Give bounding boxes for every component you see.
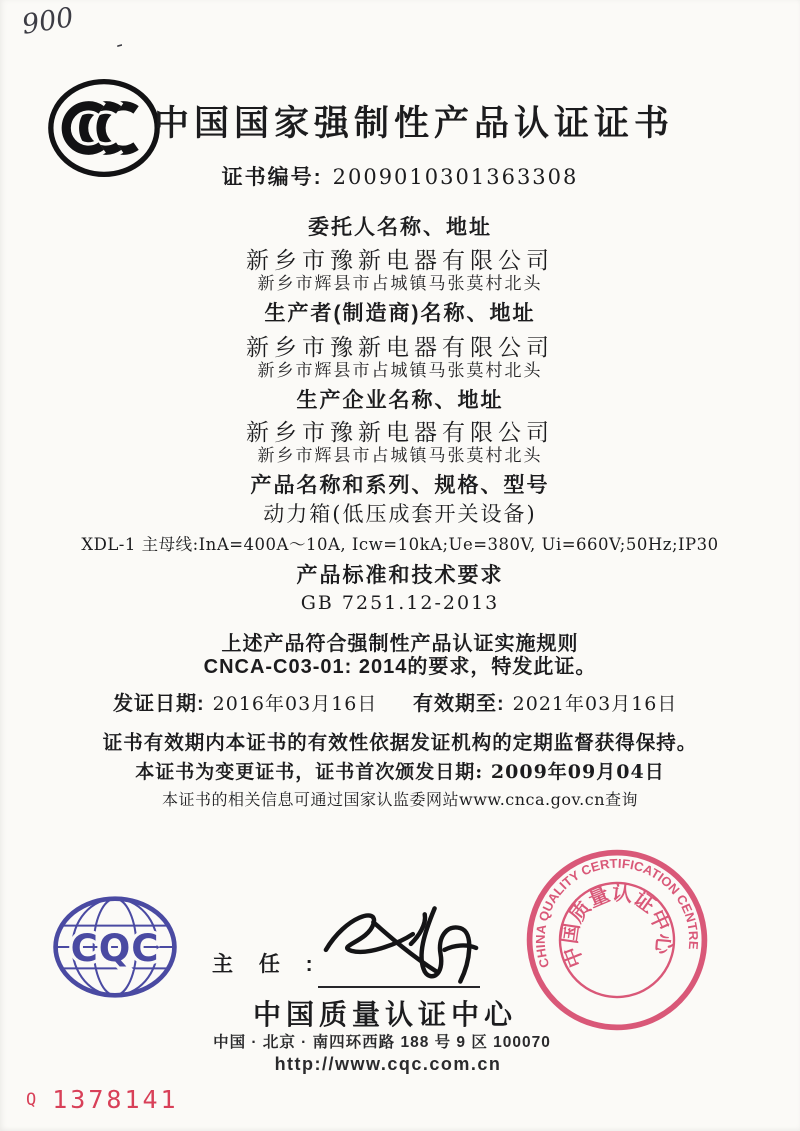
statement-line-1: 上述产品符合强制性产品认证实施规则 bbox=[221, 633, 579, 655]
certificate-number-value: 2009010301363308 bbox=[332, 165, 579, 189]
applicant-address: 新乡市辉县市占城镇马张莫村北头 bbox=[257, 274, 543, 294]
svg-text:CHINA QUALITY CERTIFICATION CE bbox=[524, 847, 703, 970]
standard-value: GB 7251.12-2013 bbox=[300, 592, 500, 614]
expiry-date-label: 有效期至: bbox=[413, 693, 505, 715]
certificate-number bbox=[0, 161, 800, 191]
manufacturer-address: 新乡市辉县市占城镇马张莫村北头 bbox=[257, 361, 543, 381]
serial-number bbox=[26, 1085, 179, 1114]
dates-row bbox=[0, 687, 800, 715]
director-label: 主 任 : bbox=[212, 953, 323, 976]
standard-heading: 产品标准和技术要求 bbox=[296, 564, 504, 587]
director-signature bbox=[318, 890, 486, 990]
handwritten-dash: - bbox=[113, 33, 126, 57]
validity-note: 证书有效期内本证书的有效性依据发证机构的定期监督获得保持。 bbox=[102, 732, 698, 754]
cqc-logo-text: CQC bbox=[70, 926, 160, 970]
issue-date-label: 发证日期: bbox=[113, 693, 205, 715]
seal-outer-text: CHINA QUALITY CERTIFICATION CENTRE bbox=[532, 855, 702, 970]
change-note: 本证书为变更证书，证书首次颁发日期: 2009年09月04日 bbox=[135, 761, 665, 783]
certificate-title: 中国国家强制性产品认证证书 bbox=[153, 104, 674, 143]
seal-inner-text: 中国质量认证中心 bbox=[558, 881, 676, 971]
manufacturer-heading: 生产者(制造商)名称、地址 bbox=[264, 302, 536, 325]
applicant-name: 新乡市豫新电器有限公司 bbox=[246, 248, 554, 274]
product-name: 动力箱(低压成套开关设备) bbox=[263, 502, 537, 526]
product-spec: XDL-1 主母线:InA=400A～10A, Icw=10kA;Ue=380V, Ui=660V;50Hz;IP30 bbox=[81, 535, 719, 554]
handwritten-note: 900 bbox=[19, 2, 76, 41]
factory-address: 新乡市辉县市占城镇马张莫村北头 bbox=[257, 446, 543, 466]
org-name: 中国质量认证中心 bbox=[252, 999, 517, 1030]
manufacturer-name: 新乡市豫新电器有限公司 bbox=[246, 335, 554, 361]
product-heading: 产品名称和系列、规格、型号 bbox=[250, 474, 550, 497]
factory-name: 新乡市豫新电器有限公司 bbox=[246, 420, 554, 446]
issue-date bbox=[113, 687, 377, 716]
org-website: http://www.cqc.com.cn bbox=[274, 1054, 502, 1074]
org-address: 中国 · 北京 · 南四环西路 188 号 9 区 100070 bbox=[213, 1034, 551, 1051]
statement-line-2: CNCA-C03-01: 2014的要求，特发此证。 bbox=[203, 656, 597, 678]
signature-line bbox=[318, 986, 480, 988]
svg-text:中国质量认证中心 bbox=[552, 875, 679, 971]
expiry-date bbox=[413, 687, 677, 716]
cqc-logo-icon bbox=[50, 892, 180, 1002]
issue-date-value: 2016年03月16日 bbox=[212, 693, 378, 715]
info-note: 本证书的相关信息可通过国家认监委网站www.cnca.gov.cn查询 bbox=[162, 790, 638, 809]
expiry-date-value: 2021年03月16日 bbox=[512, 693, 678, 715]
factory-heading: 生产企业名称、地址 bbox=[296, 389, 504, 412]
applicant-heading: 委托人名称、地址 bbox=[308, 216, 492, 239]
serial-value: 1378141 bbox=[52, 1085, 179, 1114]
serial-prefix: Q bbox=[26, 1090, 37, 1110]
certificate-number-label: 证书编号: bbox=[221, 166, 323, 189]
